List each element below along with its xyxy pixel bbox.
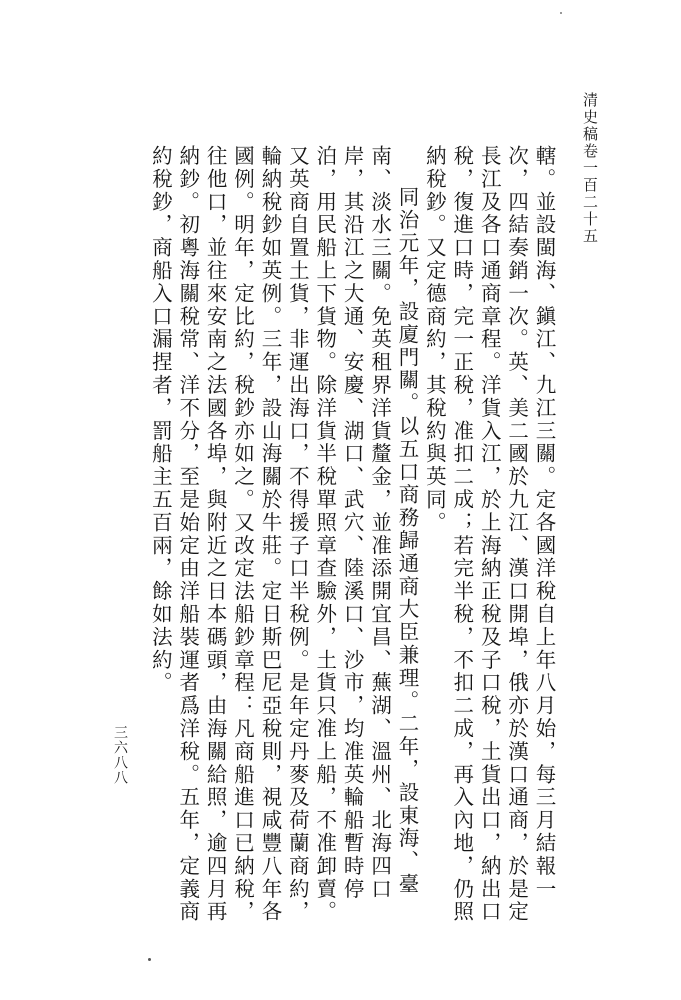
- scan-speck: [560, 12, 562, 14]
- page-number: 三六八八: [112, 725, 128, 785]
- paragraph-1: 轄。並設閩海、鎭江、九江三關。定各國洋稅自上年八月始，每三月結報一次，四結奏銷一次。英、美二國於九江、漢口開埠，俄亦於漢口通商，於是定長江及各口通商章程。洋貨入江，於上海納正稅及子口稅，土貨出口，納出口稅，復進口時，完一正稅，准扣二成；若完半稅，不扣二成，再入內地，仍照納稅鈔。又定德商約，其稅約與英同。: [422, 145, 556, 924]
- body-text: [145, 145, 557, 940]
- paragraph-3: [145, 145, 146, 940]
- scan-speck: [148, 958, 151, 961]
- running-header: 清史稿卷一百二十五: [581, 92, 599, 245]
- paragraph-2: 同治元年，設廈門關。以五口商務歸通商大臣兼理。二年，設東海、臺南、淡水三關。免英租界洋貨釐金，並准添開宜昌、蕪湖、溫州、北海四口岸，其沿江之大通、安慶、湖口、武穴、陸溪口、沙市，均准英輪船暫時停泊，用民船上下貨物。除洋貨半稅單照章查驗外，土貨只准上船，不准卸賣。又英商自置土貨，非運出海口，不得援子口半稅例。是年定丹麥及荷蘭商約，輪納稅鈔如英例。三年，設山海關於牛莊。定日斯巴尼亞稅則，視咸豐八年各國例。明年，定比約，稅鈔亦如之。又改定法船鈔章程：凡商船進口已納稅，往他口，並往來安南之法國各埠，與附近之日本碼頭，由海關給照，逾四月再納鈔。初粵海關稅常、洋不分，至是始定由洋船裝運者爲洋稅。五年，定義商約稅鈔，商船入口漏捏者，罰船主五百兩，餘如法約。: [148, 145, 419, 924]
